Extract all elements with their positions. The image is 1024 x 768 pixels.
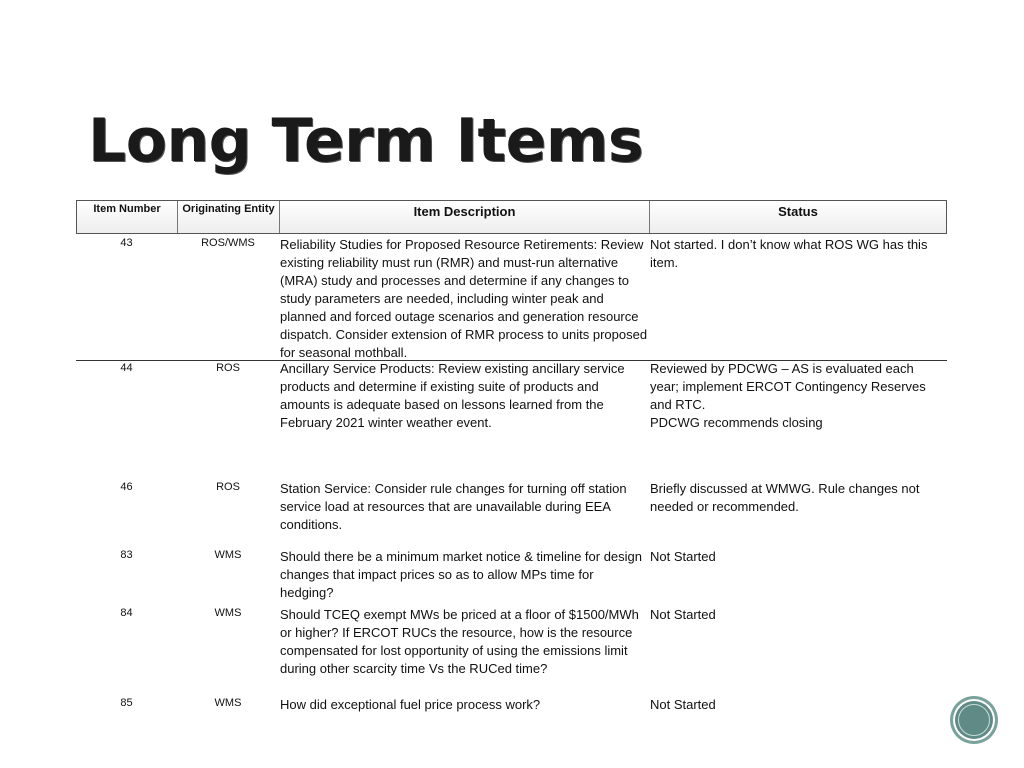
header-item-description: Item Description bbox=[280, 201, 650, 233]
header-item-number: Item Number bbox=[77, 201, 178, 233]
item-number: 83 bbox=[120, 549, 133, 561]
item-description: Ancillary Service Products: Review existing ancillary service products and determine if existing suite of products and amounts is adequate based on lessons learned from the February 2021 winter weather event. bbox=[280, 361, 625, 430]
header-status: Status bbox=[778, 204, 818, 219]
header-originating-entity: Originating Entity bbox=[178, 201, 280, 233]
item-status bbox=[650, 360, 946, 432]
status-line: Reviewed by PDCWG – AS is evaluated each year; implement ERCOT Contingency Reserves and RTC. bbox=[650, 361, 926, 412]
item-status bbox=[650, 696, 946, 714]
status-line: Briefly discussed at WMWG. Rule changes not needed or recommended. bbox=[650, 481, 920, 514]
item-description: Should there be a minimum market notice & timeline for design changes that impact prices so as to allow MPs time for hedging? bbox=[280, 549, 643, 600]
item-number: 44 bbox=[120, 362, 133, 374]
page-title: Long Term Items bbox=[88, 106, 644, 176]
item-status bbox=[650, 548, 946, 566]
item-description: Station Service: Consider rule changes for turning off station service load at resources that are unavailable during EEA conditions. bbox=[280, 481, 627, 532]
status-line: PDCWG recommends closing bbox=[650, 415, 823, 430]
item-number: 85 bbox=[120, 697, 133, 709]
status-line: Not Started bbox=[650, 549, 716, 564]
item-number: 84 bbox=[120, 607, 133, 619]
originating-entity: ROS bbox=[216, 362, 240, 374]
item-status bbox=[650, 606, 946, 624]
slide-nav-circle-icon[interactable] bbox=[953, 699, 995, 741]
item-description: Reliability Studies for Proposed Resource Retirements: Review existing reliability must run (RMR) and must-run alternative (MRA) study and processes and determine if any changes to study parameters are needed, including winter peak and planned and forced outage scenarios and generation resource dispatch. Consider extension of RMR process to units proposed for seasonal mothball. bbox=[280, 237, 648, 360]
item-status bbox=[650, 480, 946, 516]
status-line: Not Started bbox=[650, 607, 716, 622]
table-header bbox=[76, 200, 947, 234]
originating-entity: WMS bbox=[214, 697, 242, 709]
item-status bbox=[650, 236, 946, 272]
originating-entity: ROS/WMS bbox=[201, 237, 255, 249]
item-description: How did exceptional fuel price process work? bbox=[280, 697, 541, 712]
item-number: 43 bbox=[120, 237, 133, 249]
status-line: Not Started bbox=[650, 697, 716, 712]
item-description: Should TCEQ exempt MWs be priced at a floor of $1500/MWh or higher? If ERCOT RUCs the resource, how is the resource compensated for lost opportunity of using the emissions limit during other scarcity time Vs the RUCed time? bbox=[280, 607, 639, 676]
item-number: 46 bbox=[120, 481, 133, 493]
originating-entity: WMS bbox=[214, 607, 242, 619]
originating-entity: WMS bbox=[214, 549, 242, 561]
originating-entity: ROS bbox=[216, 481, 240, 493]
status-line: Not started. I don’t know what ROS WG has this item. bbox=[650, 237, 928, 270]
